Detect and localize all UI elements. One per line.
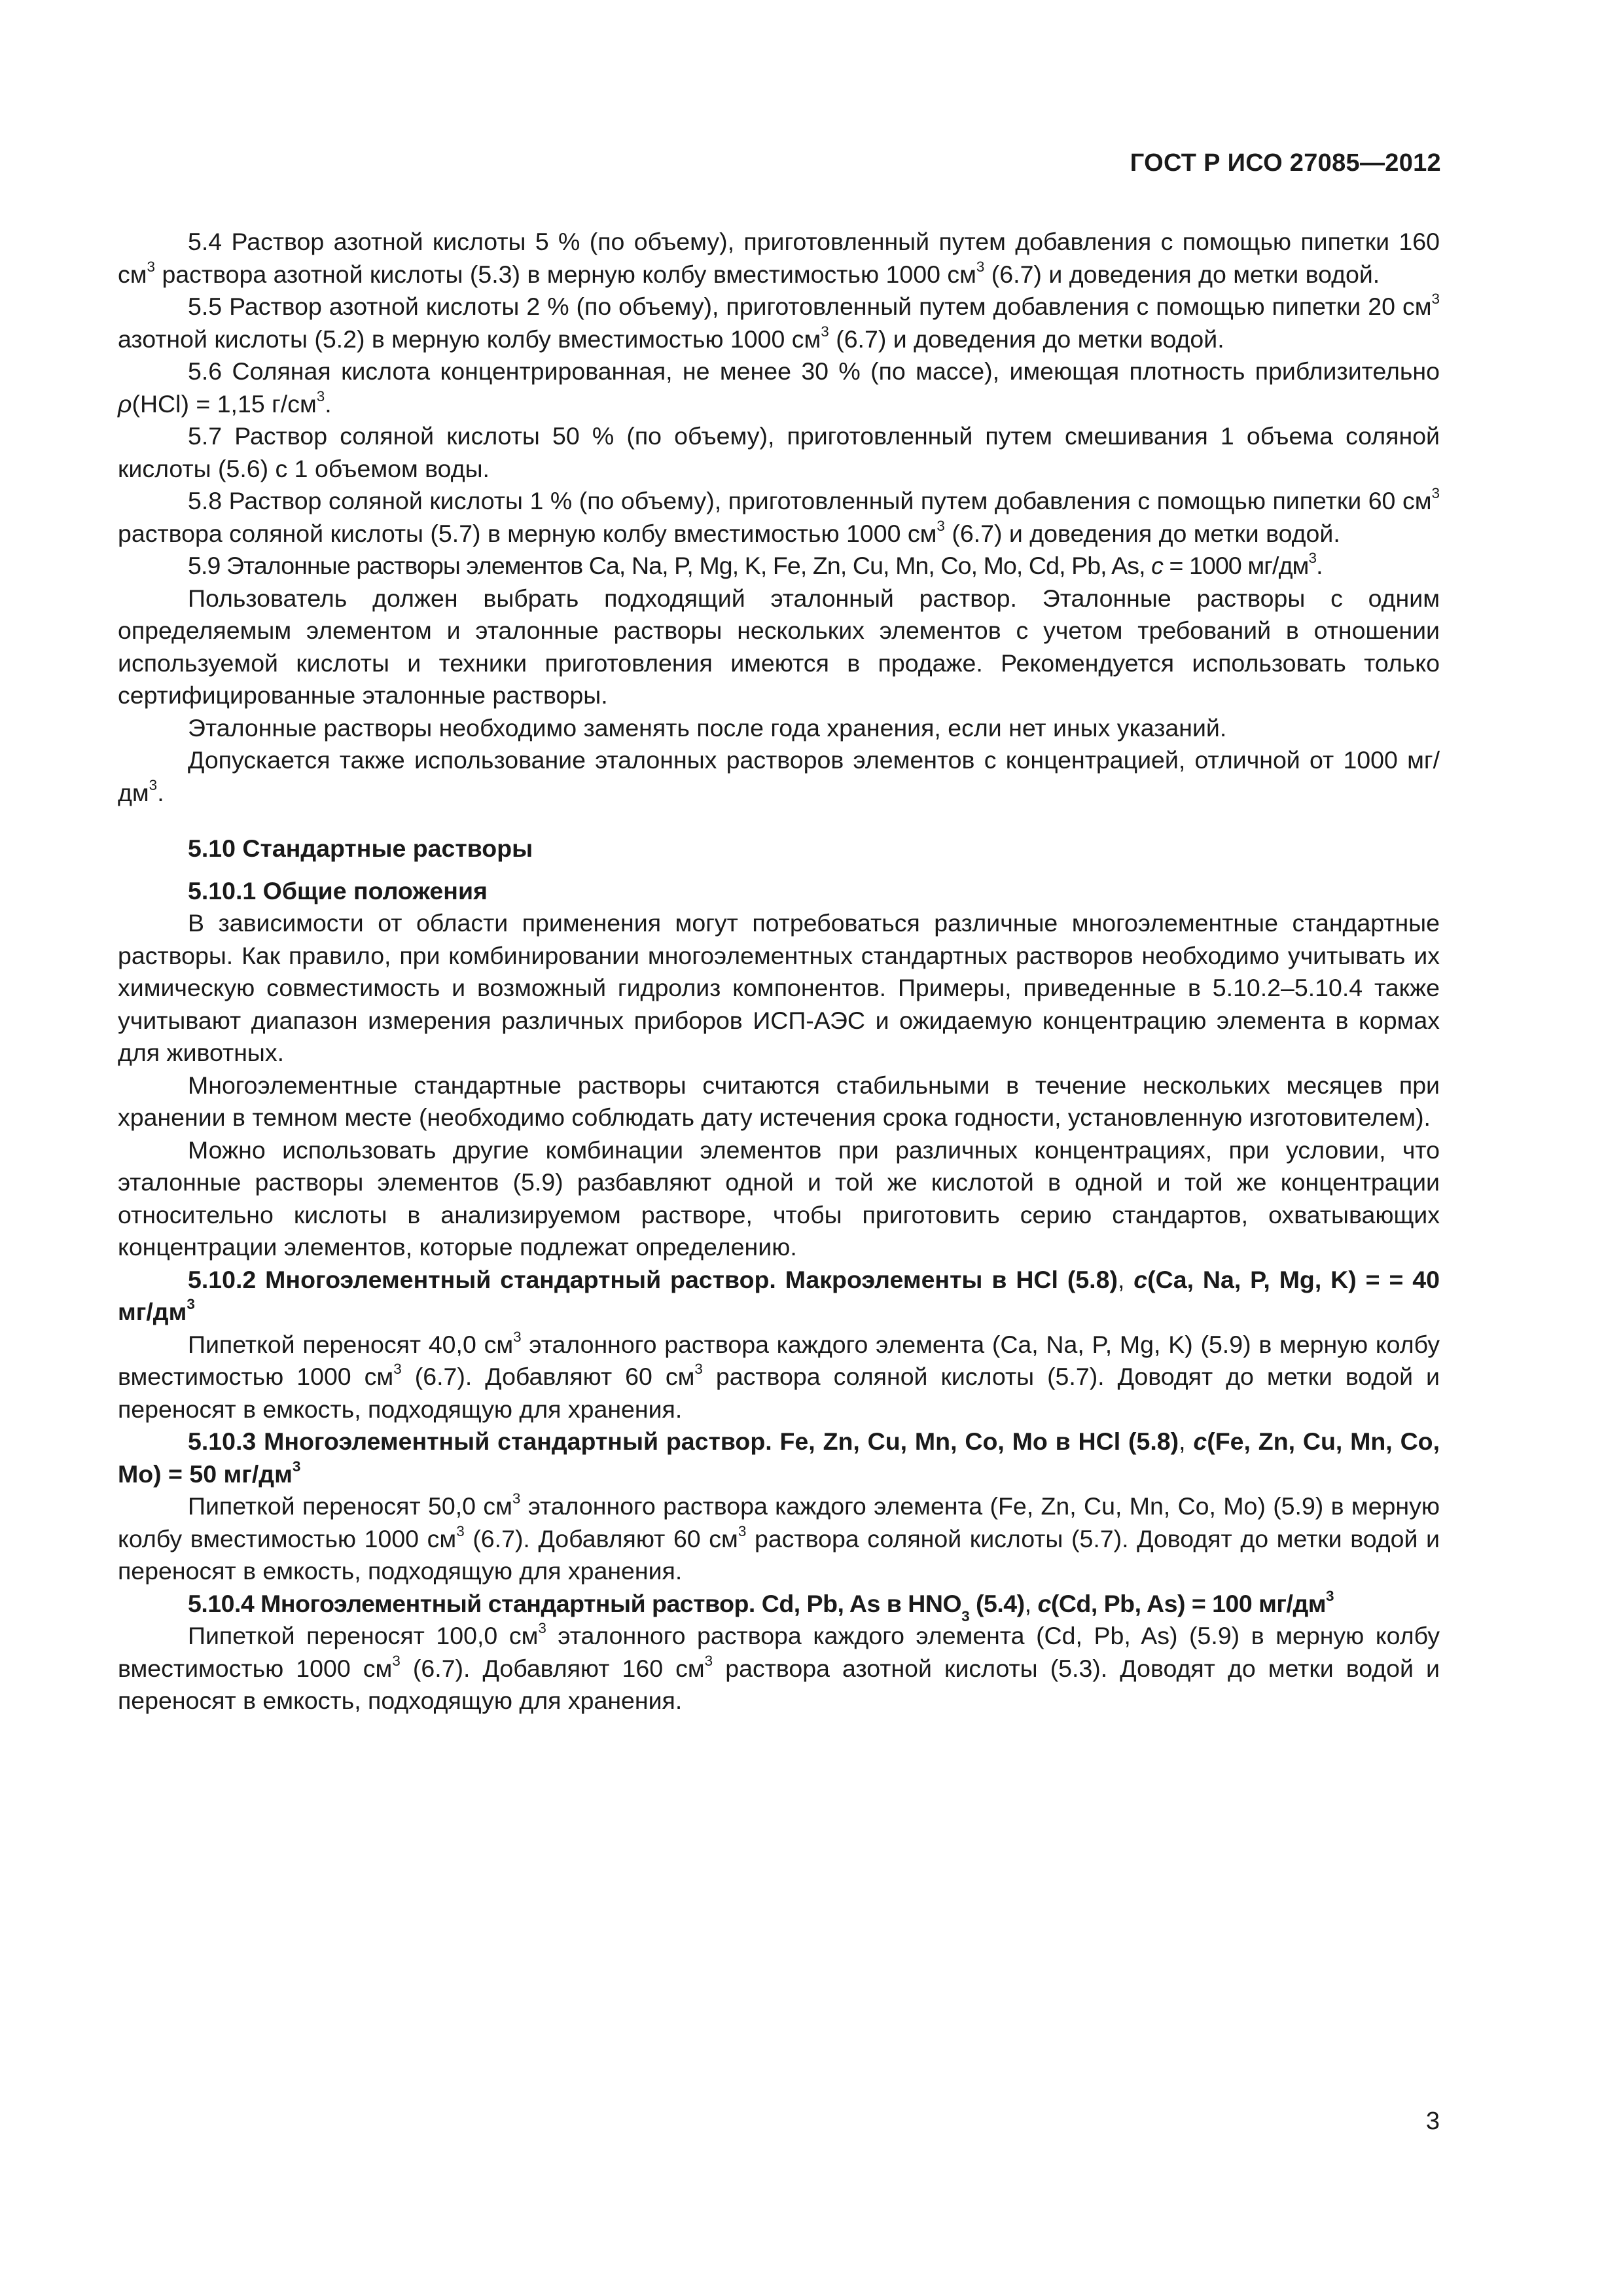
- paragraph-5-6: 5.6 Соляная кислота концентрированная, не менее 30 % (по массе), имеющая плотность приблизительно ρ(HCl) = 1,15 $г/см^3$.: [118, 357, 1440, 418]
- section-heading-5-10: 5.10 Стандартные растворы: [188, 834, 533, 862]
- paragraph-5-10-1-a: В зависимости от области применения могут потребоваться различные многоэлементные стандартные растворы. Как правило, при комбинировании многоэлементных стандартных растворов необходимо учитывать их химическую совместимость и возможный гидролиз компонентов. Примеры, приведенные в 5.10.2–5.10.4 также учитывают диапазон измерения различных приборов ИСП-АЭС и ожидаемую концентрацию элемента в кормах для животных.: [118, 909, 1440, 1066]
- section-heading-5-10-1: 5.10.1 Общие положения: [188, 876, 488, 905]
- section-heading-5-10-4: 5.10.4 Многоэлементный стандартный раствор. Cd, Pb, As в $HNO_3$ (5.4), c(Cd, Pb, As) = 100 $мг/дм^3$: [188, 1587, 1334, 1624]
- page-number: 3: [1425, 2108, 1440, 2135]
- paragraph-5-10-1-c: Можно использовать другие комбинации элементов при различных концентрациях, при условии, что эталонные растворы элементов (5.9) разбавляют одной и той же кислотой в одной и той же концентрации относительно кислоты в анализируемом растворе, чтобы приготовить серию стандартов, охватывающих концентрации элементов, которые подлежат определению.: [118, 1136, 1440, 1261]
- paragraph-5-10-2: Пипеткой переносят 40,0 $см^3$ эталонного раствора каждого элемента (Ca, Na, P, Mg, K) (5.9) в мерную колбу вместимостью 1000 $см^3$ (6.7). Добавляют 60 $см^3$ раствора соляной кислоты (5.7). Доводят до метки водой и переносят в емкость, подходящую для хранения.: [118, 1328, 1440, 1423]
- paragraph-5-9-replace: Эталонные растворы необходимо заменять после года хранения, если нет иных указаний.: [188, 713, 1227, 742]
- section-heading-5-10-3: 5.10.3 Многоэлементный стандартный раствор. Fe, Zn, Cu, Mn, Co, Mo в HCl (5.8), c(Fe, Zn, Cu, Mn, Co, Mo) = 50 $мг/дм^3$: [118, 1427, 1440, 1488]
- paragraph-5-10-1-b: Многоэлементные стандартные растворы считаются стабильными в течение нескольких месяцев при хранении в темном месте (необходимо соблюдать дату истечения срока годности, установленную изготовителем).: [118, 1071, 1440, 1131]
- section-heading-5-10-2: 5.10.2 Многоэлементный стандартный раствор. Макроэлементы в HCl (5.8), c(Ca, Na, P, Mg, K) = = 40 $мг/дм^3$: [118, 1265, 1440, 1325]
- paragraph-5-10-3: Пипеткой переносят 50,0 $см^3$ эталонного раствора каждого элемента (Fe, Zn, Cu, Mn, Co, Mo) (5.9) в мерную колбу вместимостью 1000 $см^3$ (6.7). Добавляют 60 $см^3$ раствора соляной кислоты (5.7). Доводят до метки водой и переносят в емкость, подходящую для хранения.: [118, 1490, 1440, 1585]
- paragraph-5-10-4: Пипеткой переносят 100,0 $см^3$ эталонного раствора каждого элемента (Cd, Pb, As) (5.9) в мерную колбу вместимостью 1000 $см^3$ (6.7). Добавляют 160 $см^3$ раствора азотной кислоты (5.3). Доводят до метки водой и переносят в емкость, подходящую для хранения.: [118, 1620, 1440, 1714]
- document-body: [118, 226, 1440, 1717]
- paragraph-5-4: 5.4 Раствор азотной кислоты 5 % (по объему), приготовленный путем добавления с помощью пипетки 160 $см^3$ раствора азотной кислоты (5.3) в мерную колбу вместимостью 1000 $см^3$ (6.7) и доведения до метки водой.: [118, 228, 1440, 288]
- paragraph-5-5: 5.5 Раствор азотной кислоты 2 % (по объему), приготовленный путем добавления с помощью пипетки 20 $см^3$ азотной кислоты (5.2) в мерную колбу вместимостью 1000 $см^3$ (6.7) и доведения до метки водой.: [118, 291, 1440, 353]
- paragraph-5-7: 5.7 Раствор соляной кислоты 50 % (по объему), приготовленный путем смешивания 1 объема соляной кислоты (5.6) с 1 объемом воды.: [118, 422, 1440, 482]
- document-code-header: ГОСТ Р ИСО 27085—2012: [1130, 149, 1441, 177]
- paragraph-5-9-user-choice: Пользователь должен выбрать подходящий эталонный раствор. Эталонные растворы с одним определяемым элементом и эталонные растворы нескольких элементов с учетом требований в отношении используемой кислоты и техники приготовления имеются в продаже. Рекомендуется использовать только сертифицированные эталонные растворы.: [118, 584, 1440, 709]
- paragraph-5-8: 5.8 Раствор соляной кислоты 1 % (по объему), приготовленный путем добавления с помощью пипетки 60 $см^3$ раствора соляной кислоты (5.7) в мерную колбу вместимостью 1000 $см^3$ (6.7) и доведения до метки водой.: [118, 485, 1440, 547]
- paragraph-5-9-allowance: Допускается также использование эталонных растворов элементов с концентрацией, отличной от 1000 $мг/дм^3$.: [118, 746, 1440, 806]
- paragraph-5-9: 5.9 Эталонные растворы элементов Ca, Na, P, Mg, K, Fe, Zn, Cu, Mn, Co, Mo, Cd, Pb, As, c = 1000 $мг/дм^3$.: [188, 550, 1323, 579]
